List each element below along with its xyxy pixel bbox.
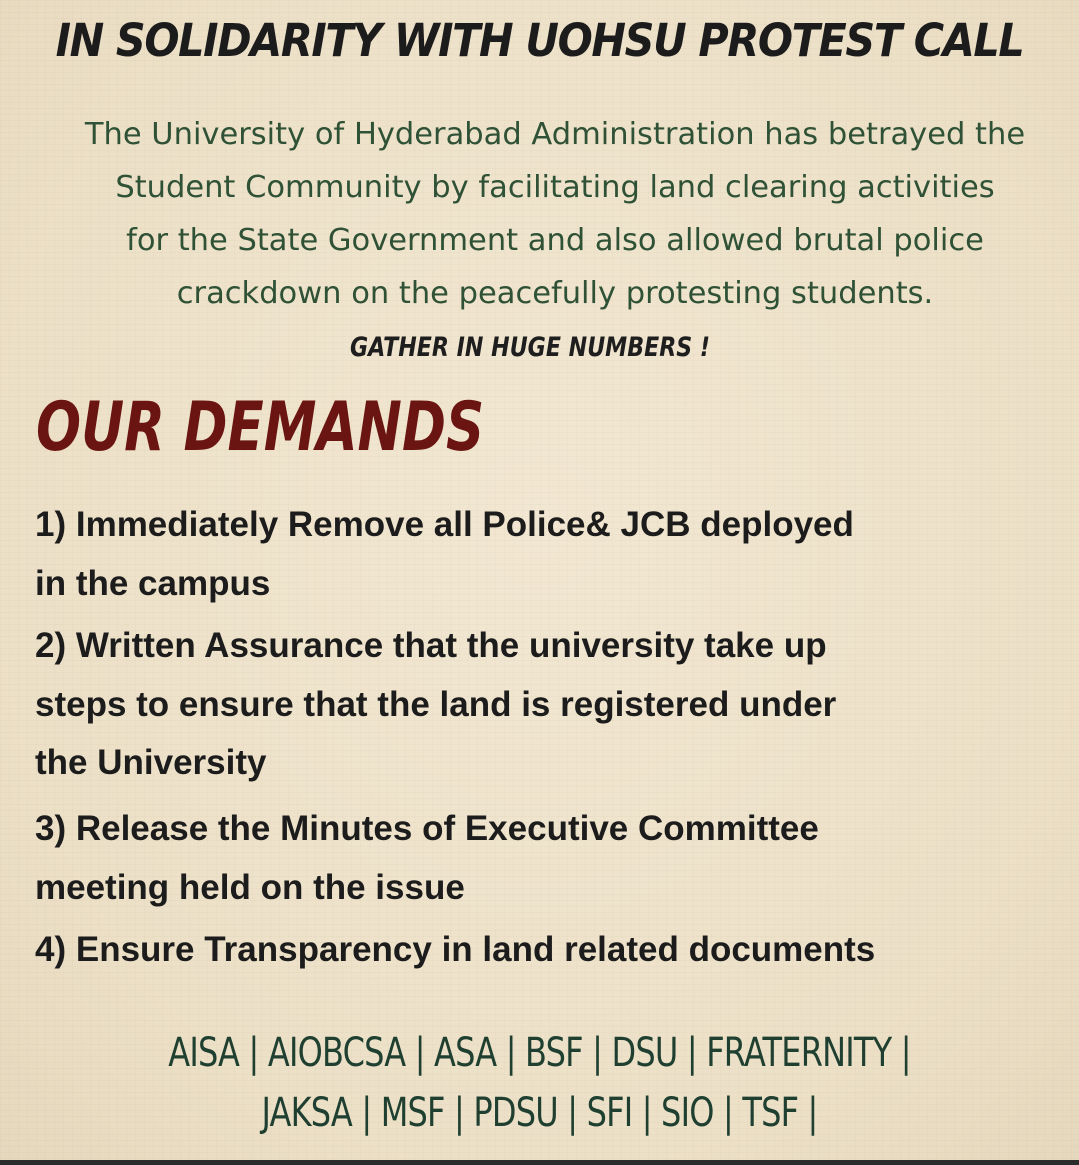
demand-line: 2) Written Assurance that the university take up — [35, 626, 827, 665]
demand-line: steps to ensure that the land is registered under — [35, 684, 837, 724]
demand-line: meeting held on the issue — [35, 867, 465, 907]
intro-line: Student Community by facilitating land clearing activities — [115, 170, 995, 205]
intro-line: The University of Hyderabad Administration has betrayed the — [84, 117, 1026, 152]
demands-heading: OUR DEMANDS — [36, 388, 485, 467]
demand-item-2 — [35, 617, 1065, 793]
poster-title: IN SOLIDARITY WITH UOHSU PROTEST CALL — [55, 14, 1024, 67]
organizations-line-1: AISA | AIOBCSA | ASA | BSF | DSU | FRATERNITY | — [168, 1030, 911, 1076]
intro-line: crackdown on the peacefully protesting students. — [176, 276, 934, 311]
organizations-line-2: JAKSA | MSF | PDSU | SFI | SIO | TSF | — [261, 1090, 818, 1136]
demand-line: in the campus — [35, 563, 271, 603]
demand-item-4 — [35, 921, 1065, 980]
demand-line: 4) Ensure Transparency in land related documents — [35, 930, 876, 969]
bottom-divider — [0, 1160, 1079, 1165]
demand-line: the University — [35, 743, 267, 782]
intro-paragraph — [40, 108, 1070, 320]
demand-line: 1) Immediately Remove all Police& JCB deployed — [35, 505, 854, 544]
demand-item-1 — [35, 496, 1065, 613]
gather-call: GATHER IN HUGE NUMBERS ! — [349, 332, 711, 363]
demand-item-3 — [35, 800, 1065, 917]
demand-line: 3) Release the Minutes of Executive Committee — [35, 809, 819, 848]
intro-line: for the State Government and also allowed brutal police — [126, 223, 984, 258]
